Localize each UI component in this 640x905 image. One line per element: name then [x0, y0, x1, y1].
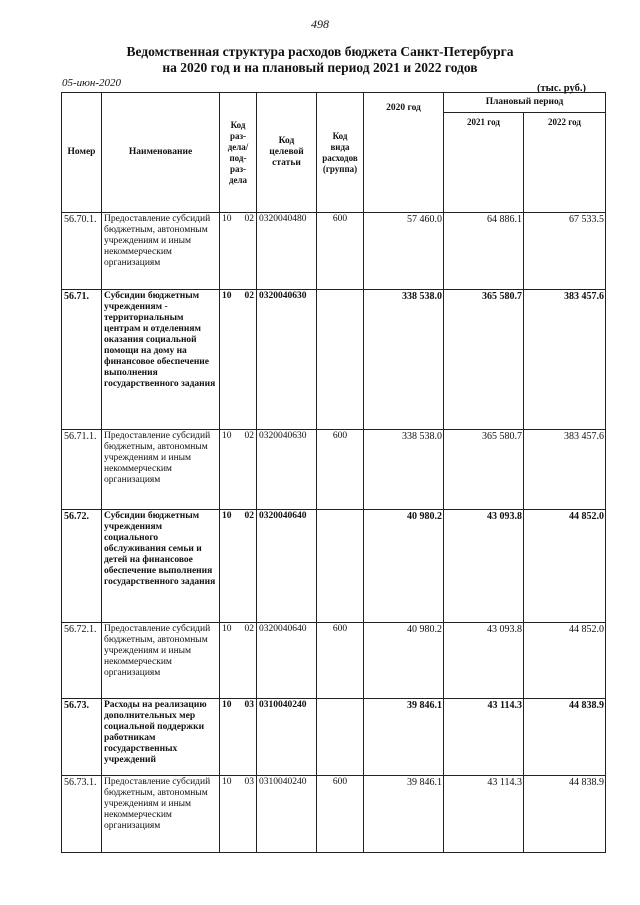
- table-row: [62, 290, 606, 430]
- row-2022: 44 838.9: [524, 776, 606, 853]
- row-2021: 43 093.8: [444, 510, 524, 623]
- row-name: Предоставление субсидий бюджетным, автономным учреждениям и иным некоммерческим организациям: [102, 430, 220, 510]
- row-2020: 39 846.1: [364, 776, 444, 853]
- row-razdel: 10: [222, 700, 232, 710]
- row-group: [317, 699, 364, 776]
- row-number: 56.71.1.: [62, 430, 102, 510]
- table-row: [62, 213, 606, 290]
- row-target: 0310040240: [257, 699, 317, 776]
- row-target: 0320040630: [257, 430, 317, 510]
- row-target: 0310040240: [257, 776, 317, 853]
- row-2021: 43 093.8: [444, 623, 524, 699]
- row-razdel: 10: [222, 777, 232, 787]
- table-row: [62, 623, 606, 699]
- row-2021: 64 886.1: [444, 213, 524, 290]
- row-podrazdel: 02: [244, 431, 254, 441]
- row-group: 600: [317, 623, 364, 699]
- row-number: 56.71.: [62, 290, 102, 430]
- row-number: 56.73.1.: [62, 776, 102, 853]
- row-razdel: 10: [222, 431, 232, 441]
- header-2021: 2021 год: [444, 113, 524, 213]
- row-group: [317, 290, 364, 430]
- header-number: Номер: [62, 93, 102, 213]
- budget-table: [61, 92, 606, 853]
- header-section: Код раз- дела/ под- раз- дела: [220, 93, 257, 213]
- row-razdel: 10: [222, 624, 232, 634]
- row-podrazdel: 03: [244, 700, 254, 710]
- row-group: 600: [317, 430, 364, 510]
- row-number: 56.72.1.: [62, 623, 102, 699]
- document-date: 05-июн-2020: [62, 77, 122, 89]
- row-number: 56.73.: [62, 699, 102, 776]
- row-target: 0320040640: [257, 623, 317, 699]
- row-2022: 383 457.6: [524, 290, 606, 430]
- row-name: Предоставление субсидий бюджетным, автономным учреждениям и иным некоммерческим организациям: [102, 213, 220, 290]
- row-2022: 383 457.6: [524, 430, 606, 510]
- row-2021: 365 580.7: [444, 430, 524, 510]
- row-2022: 44 838.9: [524, 699, 606, 776]
- header-target: Код целевой статьи: [257, 93, 317, 213]
- title-line-2: на 2020 год и на плановый период 2021 и 2022 годов: [162, 60, 478, 75]
- row-2021: 43 114.3: [444, 776, 524, 853]
- header-planned: Плановый период: [444, 93, 606, 113]
- row-2020: 57 460.0: [364, 213, 444, 290]
- row-name: Субсидии бюджетным учреждениям - территориальным центрам и отделениям оказания социальной помощи на дому на финансовое обеспечение выполнения государственного задания: [102, 290, 220, 430]
- row-2020: 40 980.2: [364, 510, 444, 623]
- row-razdel: 10: [222, 214, 232, 224]
- table-body: [62, 213, 606, 853]
- page-number: 498: [311, 17, 329, 31]
- row-group: [317, 510, 364, 623]
- row-name: Расходы на реализацию дополнительных мер социальной поддержки работникам государственных учреждений: [102, 699, 220, 776]
- row-2021: 43 114.3: [444, 699, 524, 776]
- title-line-1: Ведомственная структура расходов бюджета Санкт-Петербурга: [126, 44, 514, 59]
- header-2020: 2020 год: [364, 93, 444, 213]
- row-podrazdel: 02: [244, 511, 254, 521]
- header-2022: 2022 год: [524, 113, 606, 213]
- row-2020: 338 538.0: [364, 290, 444, 430]
- row-2020: 40 980.2: [364, 623, 444, 699]
- row-name: Предоставление субсидий бюджетным, автономным учреждениям и иным некоммерческим организациям: [102, 776, 220, 853]
- row-section: [220, 623, 257, 699]
- row-section: [220, 290, 257, 430]
- row-group: 600: [317, 213, 364, 290]
- row-2021: 365 580.7: [444, 290, 524, 430]
- row-target: 0320040640: [257, 510, 317, 623]
- row-section: [220, 213, 257, 290]
- row-razdel: 10: [222, 291, 232, 301]
- table-row: [62, 699, 606, 776]
- header-group: Код вида расходов (группа): [317, 93, 364, 213]
- table-row: [62, 776, 606, 853]
- row-podrazdel: 02: [244, 624, 254, 634]
- row-number: 56.72.: [62, 510, 102, 623]
- row-group: 600: [317, 776, 364, 853]
- row-2022: 67 533.5: [524, 213, 606, 290]
- header-name: Наименование: [102, 93, 220, 213]
- row-target: 0320040480: [257, 213, 317, 290]
- row-name: Субсидии бюджетным учреждениям социального обслуживания семьи и детей на финансовое обеспечение выполнения государственного задания: [102, 510, 220, 623]
- row-podrazdel: 03: [244, 777, 254, 787]
- row-2022: 44 852.0: [524, 510, 606, 623]
- row-target: 0320040630: [257, 290, 317, 430]
- row-razdel: 10: [222, 511, 232, 521]
- row-section: [220, 776, 257, 853]
- row-section: [220, 510, 257, 623]
- row-2020: 338 538.0: [364, 430, 444, 510]
- row-podrazdel: 02: [244, 291, 254, 301]
- row-2020: 39 846.1: [364, 699, 444, 776]
- document-title: [0, 44, 640, 76]
- table-row: [62, 510, 606, 623]
- row-number: 56.70.1.: [62, 213, 102, 290]
- row-podrazdel: 02: [244, 214, 254, 224]
- row-name: Предоставление субсидий бюджетным, автономным учреждениям и иным некоммерческим организациям: [102, 623, 220, 699]
- row-section: [220, 430, 257, 510]
- unit-label: (тыс. руб.): [537, 83, 586, 94]
- row-2022: 44 852.0: [524, 623, 606, 699]
- table-row: [62, 430, 606, 510]
- row-section: [220, 699, 257, 776]
